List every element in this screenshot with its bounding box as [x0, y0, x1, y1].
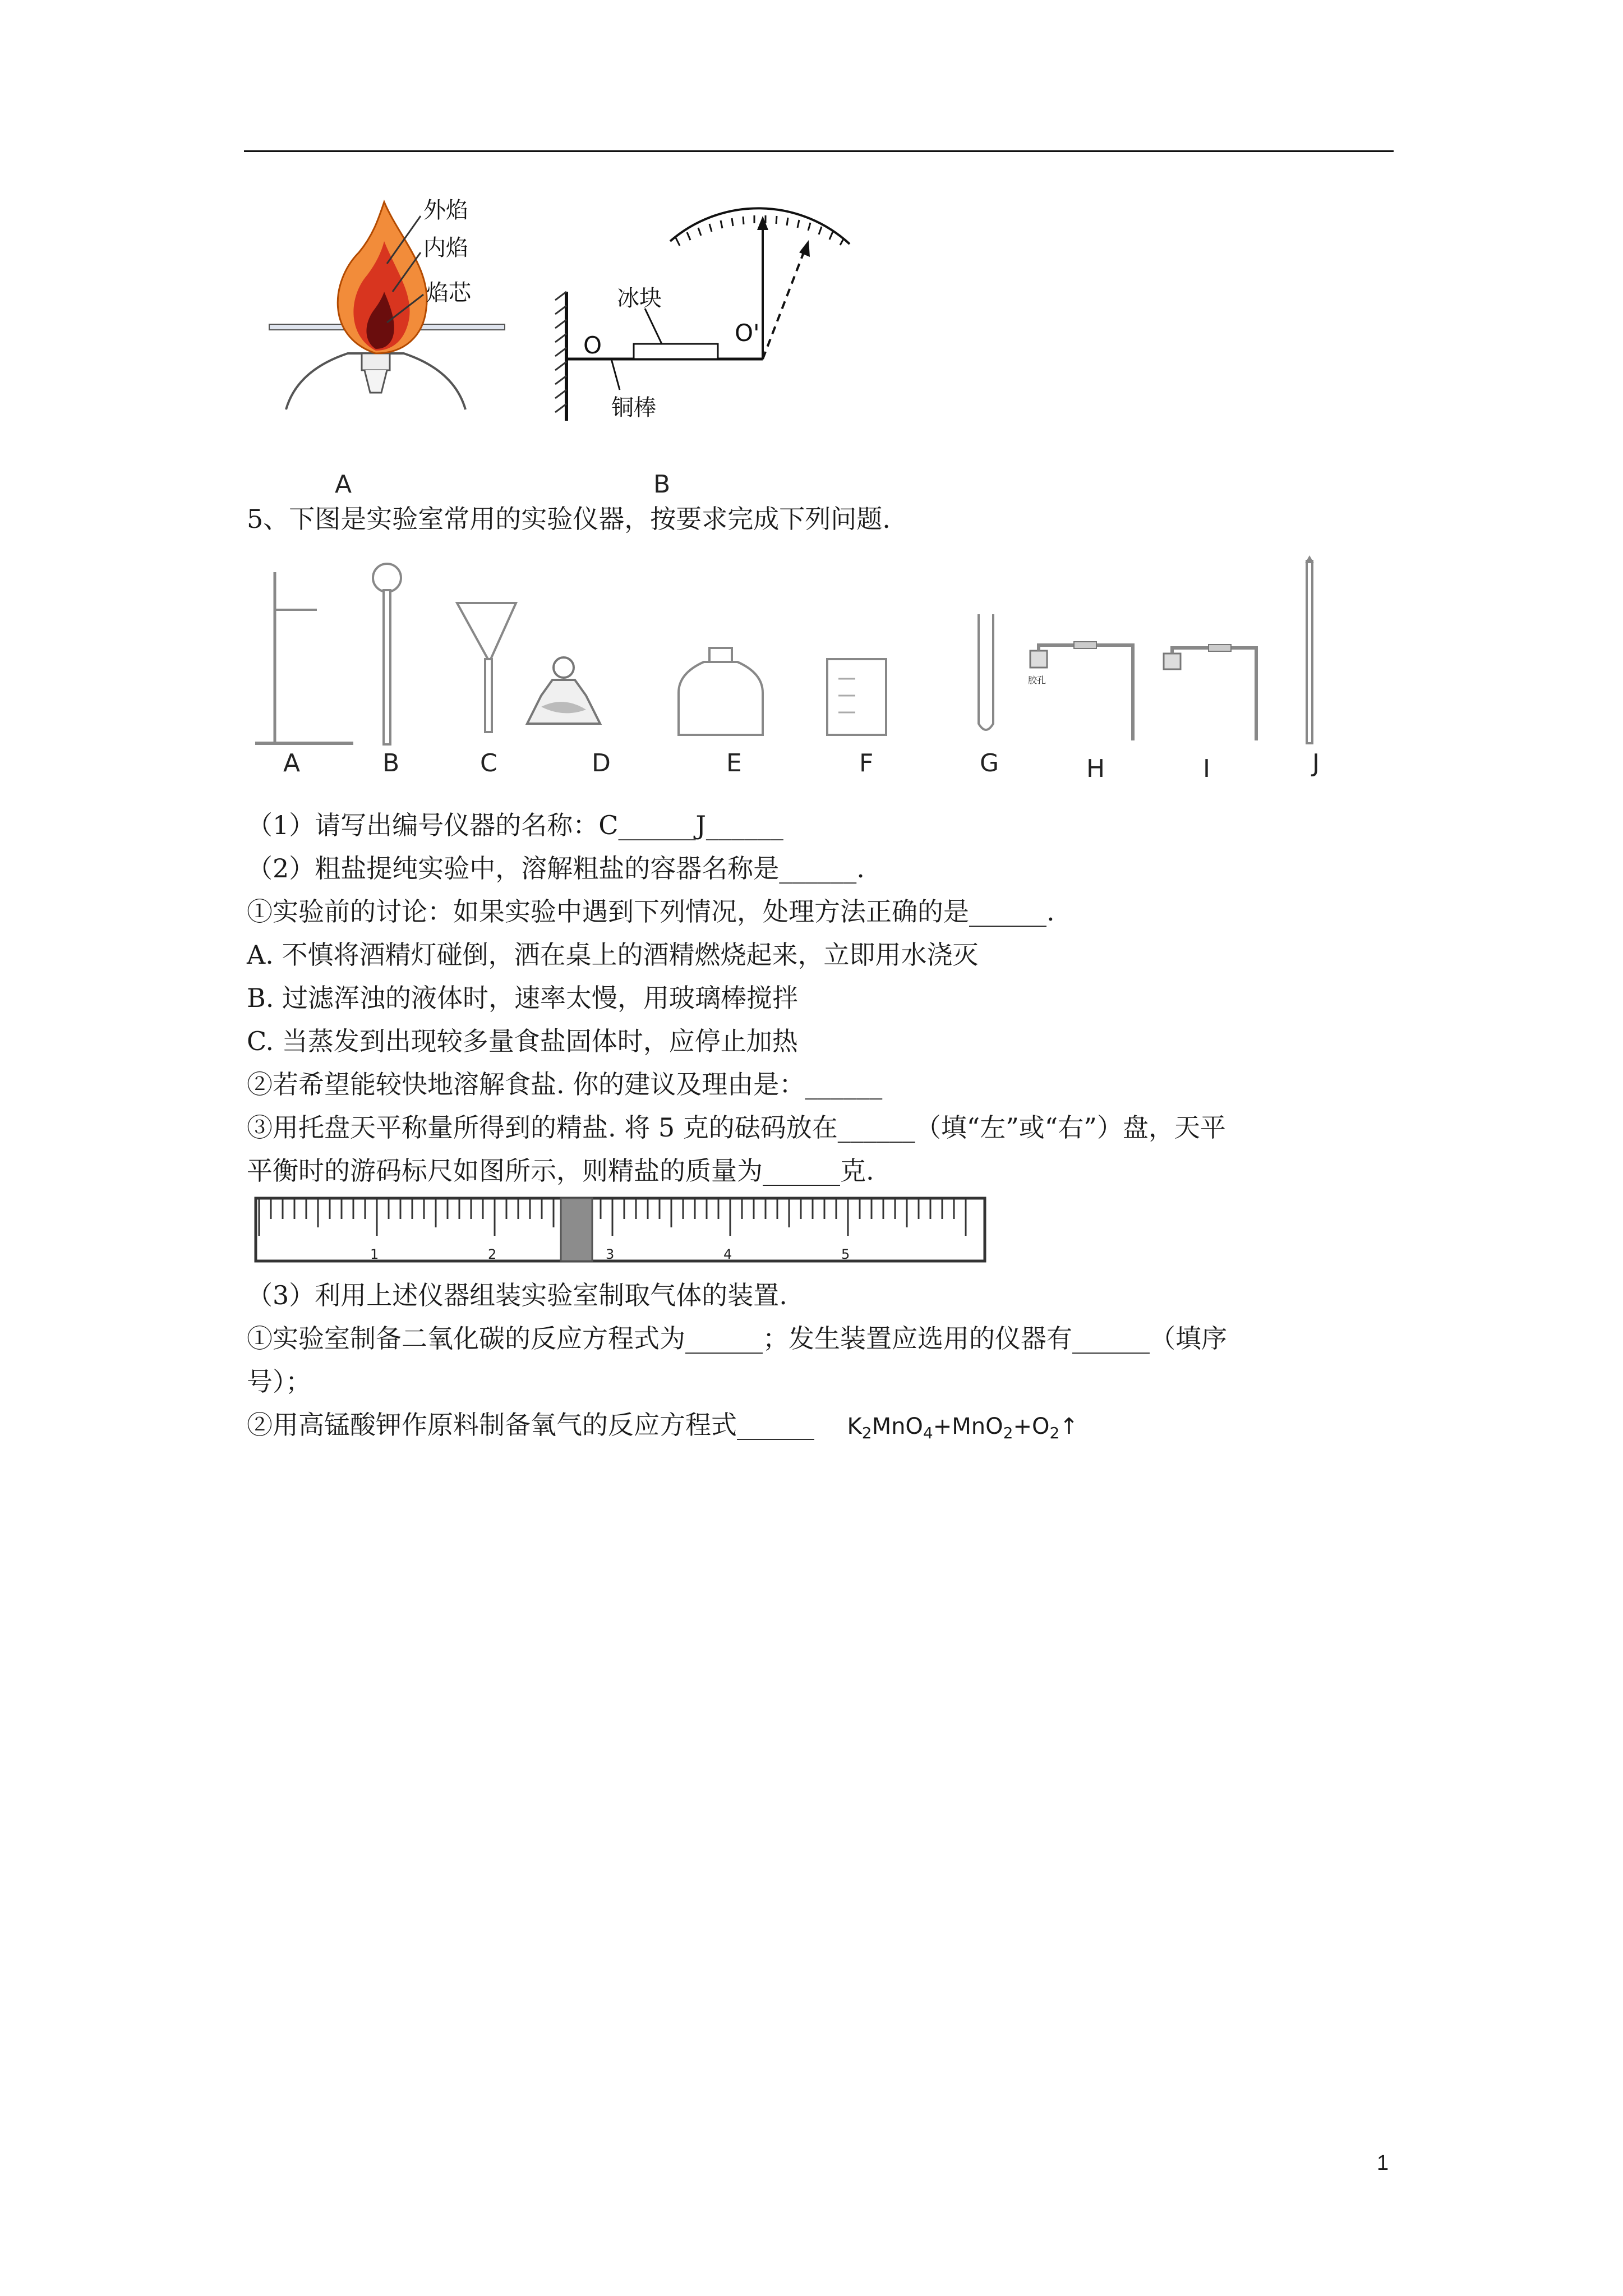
apparatus-label-b: B — [382, 749, 400, 777]
apparatus-label-a: A — [283, 749, 301, 777]
page-number: 1 — [1377, 2151, 1389, 2175]
flame-figure — [264, 185, 522, 432]
ruler-number-5: 5 — [841, 1246, 850, 1262]
copper-rod-figure — [550, 191, 875, 438]
gas-arrow-icon: ↑ — [1059, 1414, 1078, 1439]
question5-part2-item3-line1: ③用托盘天平称量所得到的精盐. 将 5 克的砝码放在______（填“左”或“右”）盘，天平 — [247, 1112, 1226, 1143]
apparatus-label-j: J — [1312, 749, 1320, 777]
outer-flame-label: 外焰 — [423, 197, 468, 223]
question5-intro: 5、下图是实验室常用的实验仪器，按要求完成下列问题. — [247, 504, 891, 534]
inner-flame-label: 内焰 — [423, 235, 468, 261]
ruler-number-1: 1 — [370, 1246, 379, 1262]
question5-part3-item1-line1: ①实验室制备二氧化碳的反应方程式为______；发生装置应选用的仪器有______（填序 — [247, 1323, 1227, 1354]
option-a: A. 不慎将酒精灯碰倒，洒在桌上的酒精燃烧起来，立即用水浇灭 — [247, 940, 979, 970]
apparatus-label-i: I — [1203, 754, 1210, 783]
question5-part2-item1: ①实验前的讨论：如果实验中遇到下列情况，处理方法正确的是______. — [247, 896, 1055, 927]
ruler-number-3: 3 — [606, 1246, 615, 1262]
question5-part2-item2: ②若希望能较快地溶解食盐. 你的建议及理由是：______ — [247, 1069, 883, 1099]
apparatus-label-e: E — [726, 749, 742, 777]
figure-label-a: A — [335, 470, 352, 499]
apparatus-label-c: C — [480, 749, 497, 777]
apparatus-label-d: D — [592, 749, 611, 777]
rider-scale-ruler — [253, 1196, 994, 1266]
apparatus-tiny-text: 胶孔 — [1028, 675, 1046, 685]
flame-core-label: 焰芯 — [426, 280, 471, 306]
option-b: B. 过滤浑浊的液体时，速率太慢，用玻璃棒搅拌 — [247, 983, 799, 1013]
pivot-o-label: O — [583, 332, 602, 359]
question5-part3-item1-line2: 号）； — [247, 1366, 311, 1397]
ice-block-label: 冰块 — [617, 286, 662, 311]
apparatus-strip — [250, 555, 1338, 780]
question5-part2: （2）粗盐提纯实验中，溶解粗盐的容器名称是______. — [247, 853, 865, 884]
copper-rod-label: 铜棒 — [611, 395, 656, 421]
figure-label-b: B — [653, 470, 671, 499]
question5-part3-item2-text: ②用高锰酸钾作原料制备氧气的反应方程式______ — [247, 1410, 814, 1440]
question5-part2-item3-line2: 平衡时的游码标尺如图所示，则精盐的质量为______克. — [247, 1156, 874, 1186]
question5-part3-item2 — [247, 1412, 1078, 1441]
apparatus-label-h: H — [1086, 754, 1105, 783]
header-rule — [244, 150, 1394, 152]
apparatus-label-f: F — [859, 749, 874, 777]
question5-part3: （3）利用上述仪器组装实验室制取气体的装置. — [247, 1280, 787, 1310]
ruler-number-2: 2 — [488, 1246, 497, 1262]
apparatus-label-g: G — [980, 749, 999, 777]
pivot-o-prime-label: O' — [735, 319, 760, 347]
ruler-number-4: 4 — [723, 1246, 732, 1262]
equation-products: $K_2MnO_4+MnO_2+O_2↑$ — [847, 1414, 1078, 1442]
option-c: C. 当蒸发到出现较多量食盐固体时，应停止加热 — [247, 1026, 798, 1056]
question5-part1: （1）请写出编号仪器的名称：C______J______ — [247, 810, 783, 840]
rider-marker — [561, 1198, 592, 1261]
